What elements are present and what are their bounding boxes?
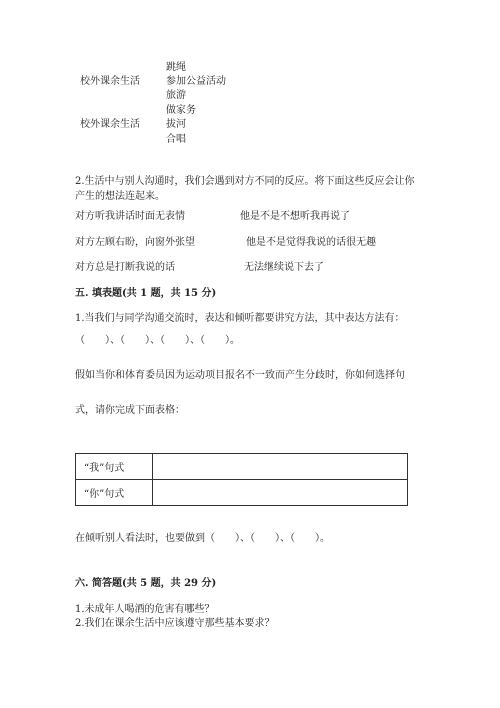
activity-category-label: 校外课余生活	[80, 76, 140, 87]
section-6-heading: 六. 简答题(共 5 题，共 29 分)	[75, 578, 217, 589]
activity-item: 旅游	[166, 90, 186, 101]
listening-blanks: 在倾听别人看法时，也要做到（ ）、（ ）、（ ）。	[75, 533, 330, 544]
match-left-item: 对方左顾右盼，向窗外张望	[75, 237, 195, 248]
activity-item: 跳绳	[166, 62, 186, 73]
table-row-label: “我”句式	[76, 454, 153, 480]
question-2-text: 2.生活中与别人沟通时，我们会遇到对方不同的反应。将下面这些反应会让你	[75, 176, 415, 187]
section-5-paragraph: 式，请你完成下面表格：	[75, 405, 185, 416]
activity-item: 合唱	[166, 134, 186, 145]
table-row-label: “你”句式	[76, 480, 153, 506]
match-right-item: 他是不是觉得我说的话很无趣	[246, 237, 376, 248]
activity-item: 参加公益活动	[166, 76, 226, 87]
activity-category-label: 校外课余生活	[80, 119, 140, 130]
sentence-pattern-table	[75, 453, 408, 506]
question-2-text: 产生的想法连起来。	[75, 191, 165, 202]
match-right-item: 无法继续说下去了	[244, 262, 324, 273]
activity-item: 拔河	[166, 119, 186, 130]
match-left-item: 对方总是打断我说的话	[75, 262, 175, 273]
section-6-question-1: 1.未成年人喝酒的危害有哪些？	[75, 604, 215, 615]
match-right-item: 他是不是不想听我再说了	[240, 211, 350, 222]
section-5-heading: 五. 填表题(共 1 题，共 15 分)	[75, 288, 217, 299]
table-answer-cell[interactable]	[153, 454, 408, 480]
table-row	[76, 480, 408, 506]
match-left-item: 对方听我讲话时面无表情	[75, 211, 185, 222]
section-5-question-1: 1.当我们与同学沟通交流时，表达和倾听都要讲究方法，其中表达方法有：	[75, 313, 405, 324]
section-6-question-2: 2.我们在课余生活中应该遵守那些基本要求？	[75, 618, 275, 629]
table-answer-cell[interactable]	[153, 480, 408, 506]
section-5-paragraph: 假如当你和体育委员因为运动项目报名不一致而产生分歧时，你如何选择句	[75, 370, 405, 381]
activity-item: 做家务	[166, 105, 196, 116]
table-row	[76, 454, 408, 480]
answer-blanks: （ ）、（ ）、（ ）、（ ）。	[75, 335, 240, 346]
